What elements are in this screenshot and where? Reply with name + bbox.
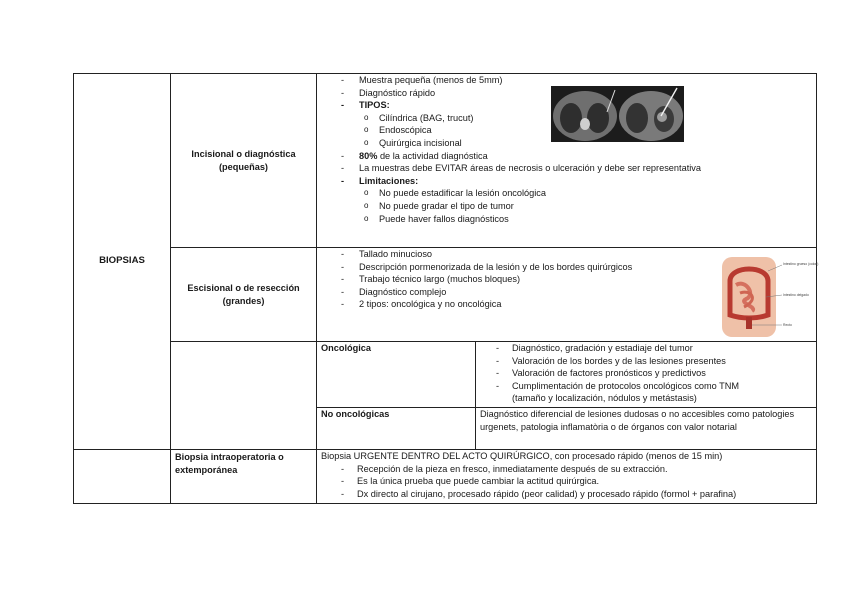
list-item: - Cumplimentación de protocolos oncológicos como TNM (476, 380, 816, 393)
list-item: - Valoración de factores pronósticos y predictivos (476, 367, 816, 380)
list-item: - TIPOS: (317, 99, 816, 112)
list-item: - Diagnóstico, gradación y estadiaje del tumor (476, 342, 816, 355)
escisional-title-cont (171, 342, 317, 450)
limits-list (317, 187, 816, 225)
oncologica-desc (476, 342, 817, 408)
pct-rest: de la actividad diagnóstica (377, 150, 488, 161)
list-item: - Trabajo técnico largo (muchos bloques) (317, 273, 816, 286)
list-item: o Puede haver fallos diagnósticos (317, 213, 816, 226)
list-item: - Recepción de la pieza en fresco, inmediatamente después de su extracción. (317, 463, 816, 476)
list-item: - Limitaciones: (317, 175, 816, 188)
intraop-list (317, 463, 816, 501)
ct-scan-image (551, 86, 684, 142)
list-item: - Diagnóstico complejo (317, 286, 816, 299)
list-item: o Quirúrgica incisional (317, 137, 816, 150)
intraop-desc (317, 450, 817, 504)
list-item (317, 150, 816, 163)
intraop-lead: Biopsia URGENTE DENTRO DEL ACTO QUIRÚRGICO, con procesado rápido (menos de 15 min) (321, 451, 723, 461)
list-item: - Valoración de los bordes y de las lesiones presentes (476, 355, 816, 368)
oncologica-label: Oncológica (317, 342, 476, 408)
list-item: - La muestras debe EVITAR áreas de necrosis o ulceración y debe ser representativa (317, 162, 816, 175)
colon-diagram-image (716, 251, 819, 339)
list-item: - 2 tipos: oncológica y no oncológica (317, 298, 816, 311)
escisional-title: Escisional o de resección (grandes) (171, 248, 317, 342)
intraop-title: Biopsia intraoperatoria o extemporánea (171, 450, 317, 504)
no-oncologica-label: No oncológicas (317, 408, 476, 450)
main-label-cont (74, 450, 171, 504)
pct-bold: 80% (359, 150, 378, 161)
list-item: - Muestra pequeña (menos de 5mm) (317, 74, 816, 87)
list-item: o No puede gradar el tipo de tumor (317, 200, 816, 213)
incisional-list-2 (317, 150, 816, 188)
no-oncologica-text: Diagnóstico diferencial de lesiones dudosas o no accesibles como patologies urgenets, patologia inflamatòria o de órganos con valor notarial (480, 409, 795, 432)
list-item: - Diagnóstico rápido (317, 87, 816, 100)
colon-label-3: Recto (783, 323, 792, 327)
biopsias-table (73, 73, 817, 504)
list-item: - Es la única prueba que puede cambiar la actitud quirúrgica. (317, 475, 816, 488)
escisional-desc (317, 248, 817, 342)
list-item: o Cilíndrica (BAG, trucut) (317, 112, 816, 125)
oncologica-cont: (tamaño y localización, nódulos y metástasis) (512, 393, 697, 404)
main-label: BIOPSIAS (74, 74, 171, 450)
colon-label-1: Intestino grueso (colon) (783, 262, 819, 266)
incisional-desc (317, 74, 817, 248)
oncologica-list (476, 342, 816, 392)
list-item: - Descripción pormenorizada de la lesión y de los bordes quirúrgicos (317, 261, 816, 274)
no-oncologica-desc (476, 408, 817, 450)
list-item: o Endoscópica (317, 124, 816, 137)
list-item: - Dx directo al cirujano, procesado rápido (peor calidad) y procesado rápido (formol + parafina) (317, 488, 816, 501)
colon-label-2: Intestino delgado (783, 293, 809, 297)
list-item: o No puede estadificar la lesión oncológica (317, 187, 816, 200)
incisional-title: Incisional o diagnóstica (pequeñas) (171, 74, 317, 248)
list-item: - Tallado minucioso (317, 248, 816, 261)
